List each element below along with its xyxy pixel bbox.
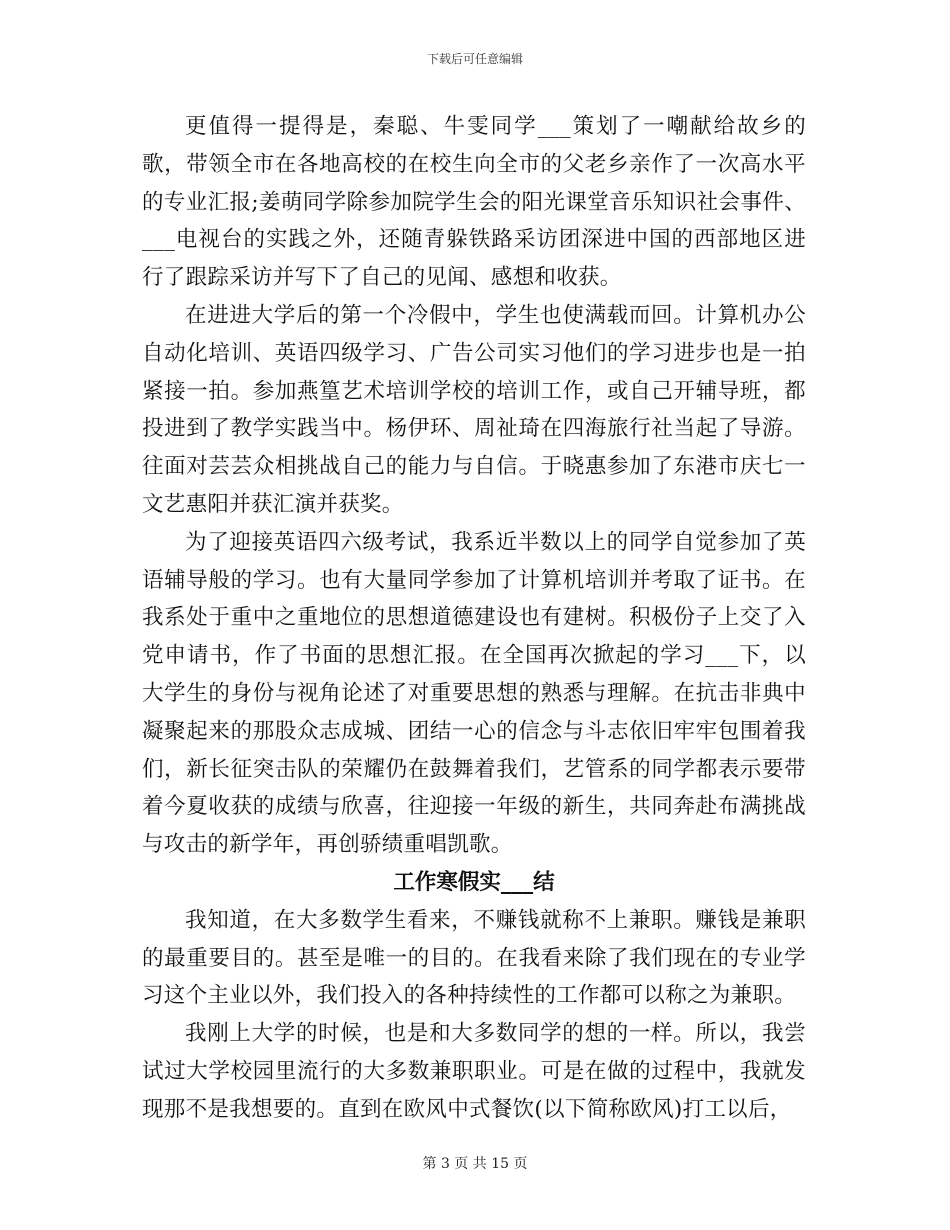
paragraph-4: 我知道，在大多数学生看来，不赚钱就称不上兼职。赚钱是兼职的最重要目的。甚至是唯一的目的。在我看来除了我们现在的专业学习这个主业以外，我们投入的各种持续性的工作都可以称之为兼职。 [142,907,806,1009]
page-footer: 第 3 页 共 15 页 [422,1156,528,1172]
paragraph-1: 更值得一提得是，秦聪、牛雯同学___策划了一嘲献给故乡的歌，带领全市在各地高校的在校生向全市的父老乡亲作了一次高水平的专业汇报;姜萌同学除参加院学生会的阳光课堂音乐知识社会事件、___电视台的实践之外，还随青躲铁路采访团深进中国的西部地区进行了跟踪采访并写下了自己的见闻、感想和收获。 [142,114,806,291]
paragraph-3: 为了迎接英语四六级考试，我系近半数以上的同学自觉参加了英语辅导般的学习。也有大量同学参加了计算机培训并考取了证书。在我系处于重中之重地位的思想道德建设也有建树。积极份子上交了入党申请书，作了书面的思想汇报。在全国再次掀起的学习___下，以大学生的身份与视角论述了对重要思想的熟悉与理解。在抗击非典中凝聚起来的那股众志成城、团结一心的信念与斗志依旧牢牢包围着我们，新长征突击队的荣耀仍在鼓舞着我们，艺管系的同学都表示要带着今夏收获的成绩与欣喜，往迎接一年级的新生，共同奔赴布满挑战与攻击的新学年，再创骄绩重唱凯歌。 [142,529,806,858]
paragraph-2: 在进进大学后的第一个冷假中，学生也使满载而回。计算机办公自动化培训、英语四级学习、广告公司实习他们的学习进步也是一拍紧接一拍。参加燕篁艺术培训学校的培训工作，或自己开辅导班，都投进到了教学实践当中。杨伊环、周祉琦在四海旅行社当起了导游。往面对芸芸众相挑战自己的能力与自信。于晓惠参加了东港市庆七一文艺惠阳并获汇演并获奖。 [142,302,806,517]
section-heading: 工作寒假实___结 [393,869,555,895]
document-body [142,108,806,1129]
page-header: 下载后可任意编辑 [426,52,523,66]
paragraph-5: 我刚上大学的时候，也是和大多数同学的想的一样。所以，我尝试过大学校园里流行的大多数兼职职业。可是在做的过程中，我就发现那不是我想要的。直到在欧风中式餐饮(以下简称欧风)打工以后， [142,1021,806,1122]
